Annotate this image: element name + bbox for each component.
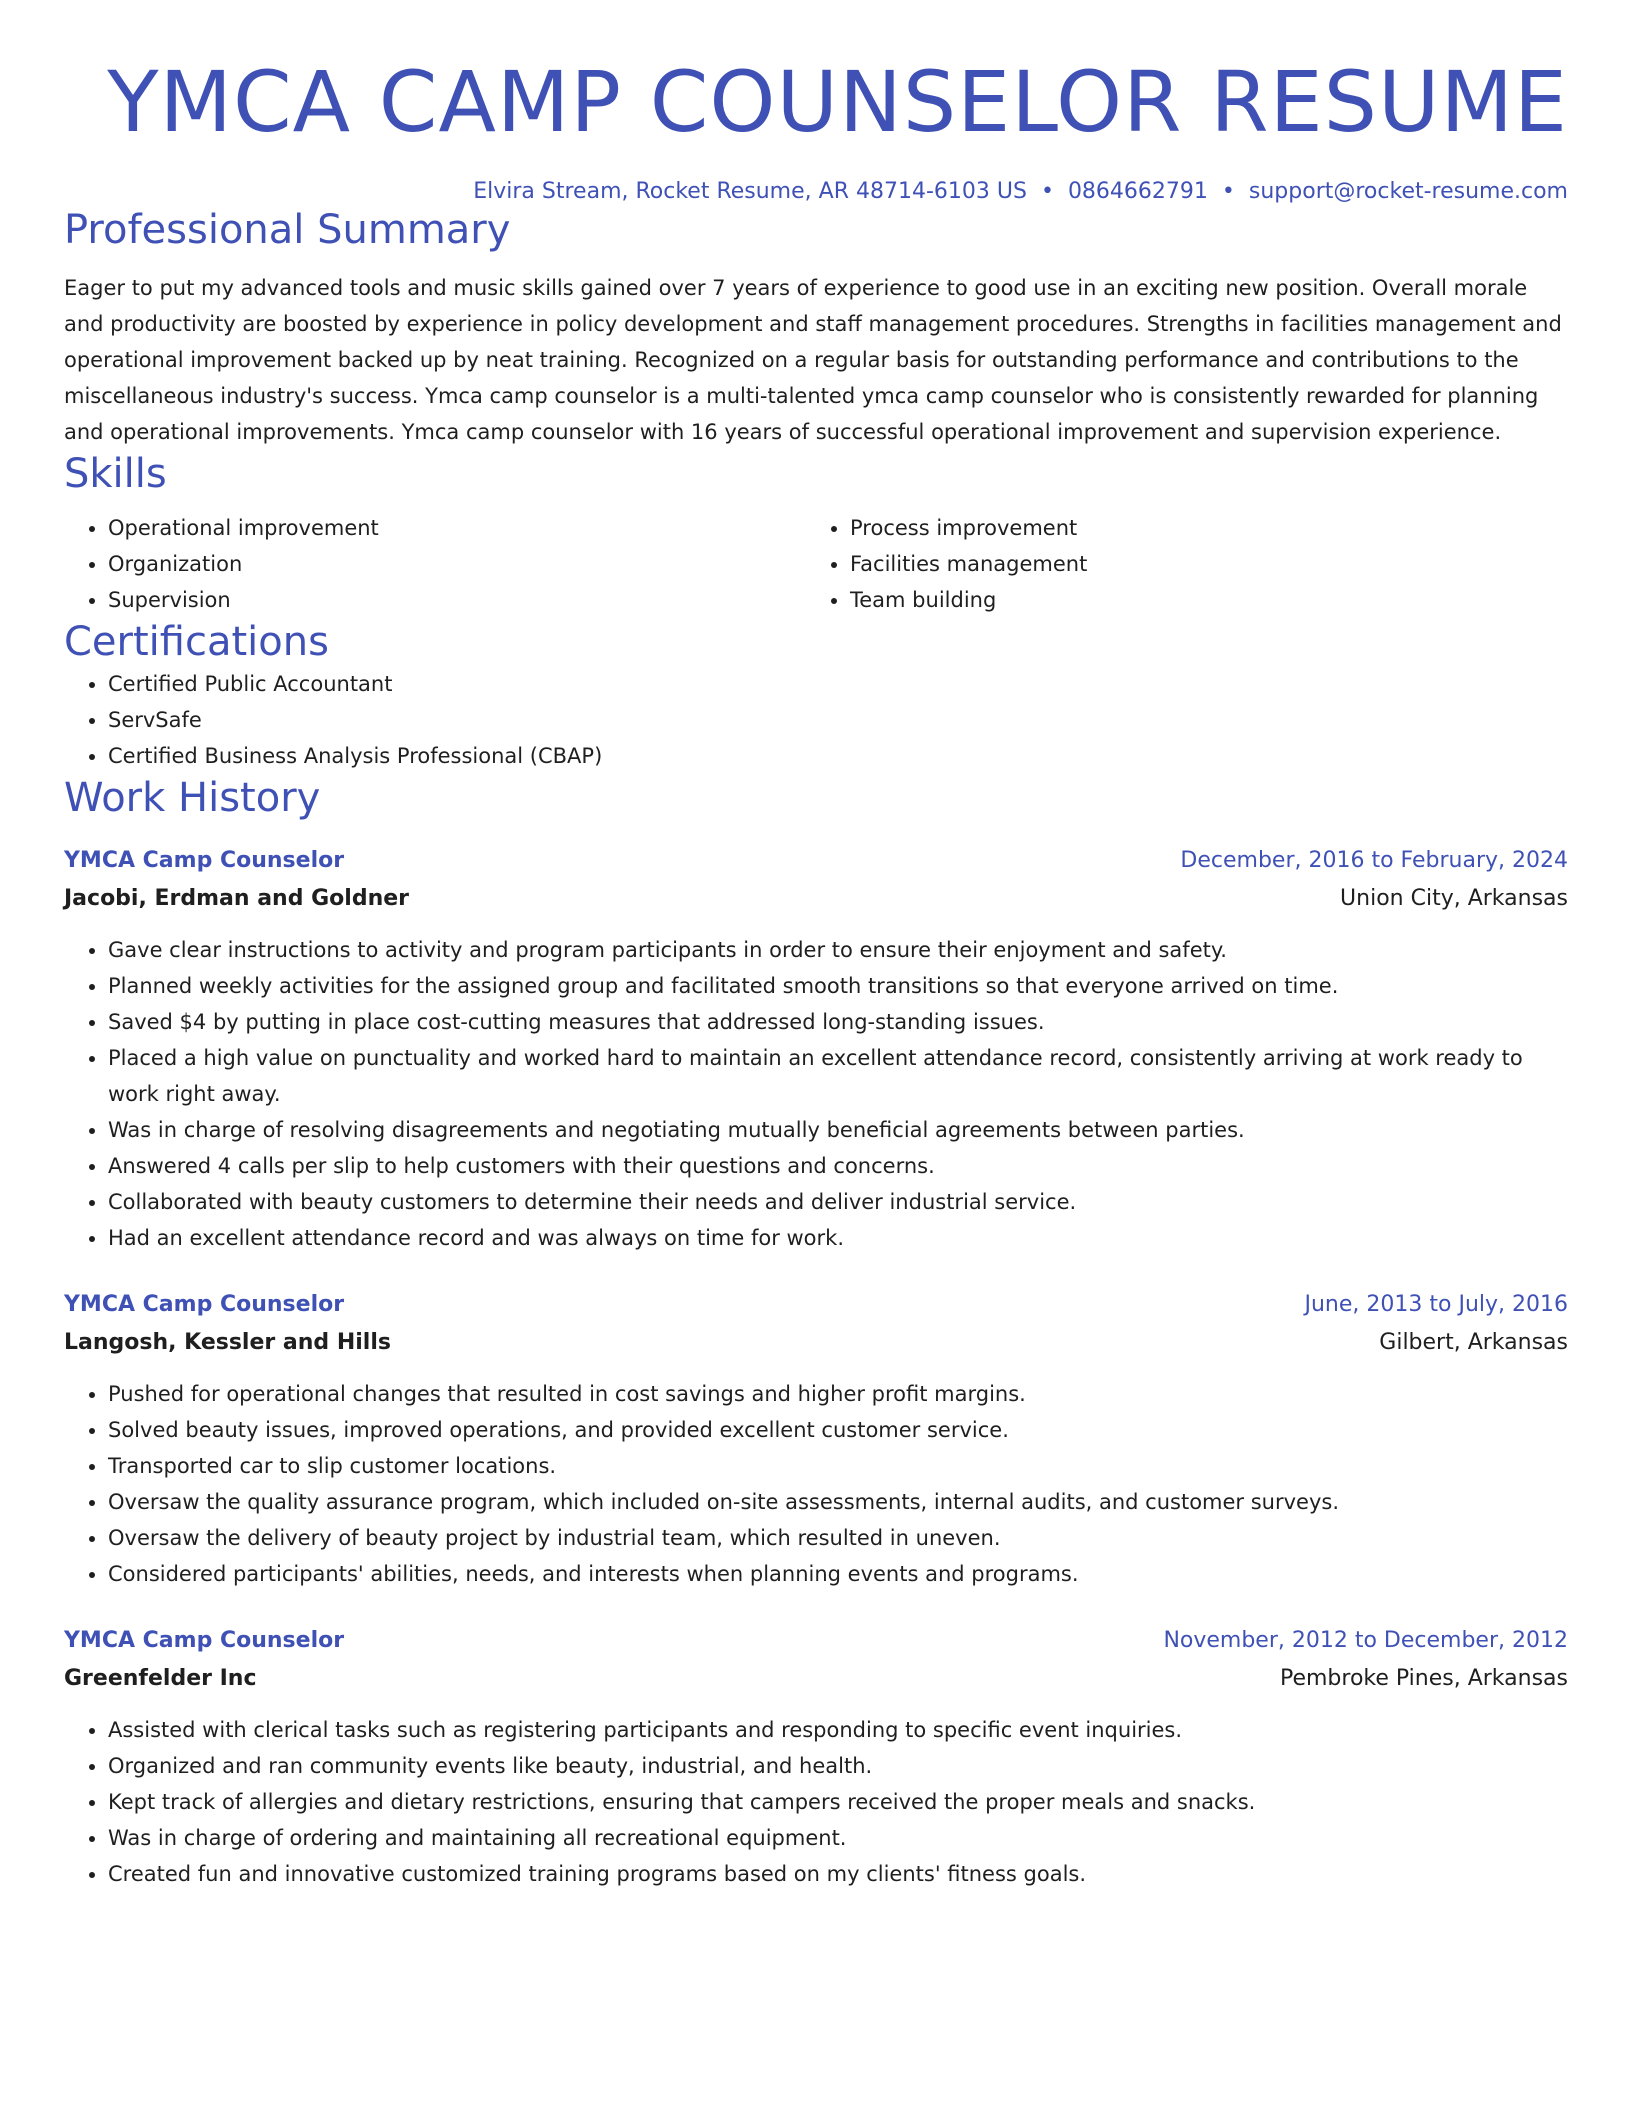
job-company: Langosh, Kessler and Hills (64, 1330, 391, 1355)
job-duty-item: • Planned weekly activities for the assigned group and facilitated smooth transitions so that everyone arrived on time. (108, 968, 1568, 1004)
job-entry (64, 1286, 1568, 1592)
job-entry (64, 1622, 1568, 1892)
job-title: YMCA Camp Counselor (64, 1628, 345, 1653)
job-duty-item: • Placed a high value on punctuality and worked hard to maintain an excellent attendance record, consistently arriving at work ready to work right away. (108, 1040, 1568, 1112)
job-location: Union City, Arkansas (1340, 886, 1568, 911)
contact-separator: • (1040, 179, 1054, 204)
skills-list-right (806, 510, 1548, 618)
job-duty-item: • Saved $4 by putting in place cost-cutting measures that addressed long-standing issues. (108, 1004, 1568, 1040)
job-subheader (64, 1660, 1568, 1698)
contact-email[interactable]: support@rocket-resume.com (1248, 179, 1568, 204)
job-header (64, 842, 1568, 880)
job-company: Jacobi, Erdman and Goldner (64, 886, 410, 911)
contact-phone: 0864662791 (1067, 179, 1208, 204)
job-company: Greenfelder Inc (64, 1666, 257, 1691)
job-duty-item: • Transported car to slip customer locations. (108, 1448, 1568, 1484)
job-duty-item: • Organized and ran community events like beauty, industrial, and health. (108, 1748, 1568, 1784)
certification-item: • ServSafe (108, 702, 1568, 738)
skill-item: • Operational improvement (108, 510, 806, 546)
job-duty-item: • Pushed for operational changes that resulted in cost savings and higher profit margins. (108, 1376, 1568, 1412)
skills-column-left (64, 510, 806, 618)
job-duty-item: • Assisted with clerical tasks such as registering participants and responding to specific event inquiries. (108, 1712, 1568, 1748)
job-duty-item: • Kept track of allergies and dietary restrictions, ensuring that campers received the proper meals and snacks. (108, 1784, 1568, 1820)
job-duty-item: • Had an excellent attendance record and was always on time for work. (108, 1220, 1568, 1256)
resume-title: YMCA CAMP COUNSELOR RESUME (107, 53, 1568, 151)
job-entry (64, 842, 1568, 1256)
summary-heading: Professional Summary (64, 207, 511, 253)
skills-heading: Skills (64, 451, 167, 497)
job-subheader (64, 880, 1568, 918)
job-duty-item: • Considered participants' abilities, needs, and interests when planning events and programs. (108, 1556, 1568, 1592)
skill-item: • Facilities management (850, 546, 1548, 582)
job-subheader (64, 1324, 1568, 1362)
job-dates: November, 2012 to December, 2012 (1163, 1628, 1568, 1653)
job-duty-item: • Solved beauty issues, improved operations, and provided excellent customer service. (108, 1412, 1568, 1448)
skills-column-right (806, 510, 1548, 618)
job-duty-item: • Created fun and innovative customized training programs based on my clients' fitness goals. (108, 1856, 1568, 1892)
certifications-heading: Certifications (64, 619, 329, 665)
job-title: YMCA Camp Counselor (64, 1292, 345, 1317)
certifications-list (64, 666, 1568, 774)
job-duty-item: • Oversaw the quality assurance program, which included on-site assessments, internal audits, and customer surveys. (108, 1484, 1568, 1520)
job-duties-list (64, 1712, 1568, 1892)
certification-item: • Certified Business Analysis Professional (CBAP) (108, 738, 1568, 774)
skills-list-left (64, 510, 806, 618)
job-duty-item: • Gave clear instructions to activity and program participants in order to ensure their enjoyment and safety. (108, 932, 1568, 968)
contact-separator: • (1221, 179, 1235, 204)
resume-page (64, 0, 1568, 1892)
job-duty-item: • Was in charge of ordering and maintaining all recreational equipment. (108, 1820, 1568, 1856)
skills-grid (64, 510, 1568, 618)
job-header (64, 1622, 1568, 1660)
job-location: Pembroke Pines, Arkansas (1279, 1666, 1568, 1691)
job-header (64, 1286, 1568, 1324)
job-duty-item: • Collaborated with beauty customers to determine their needs and deliver industrial service. (108, 1184, 1568, 1220)
job-duty-item: • Was in charge of resolving disagreements and negotiating mutually beneficial agreements between parties. (108, 1112, 1568, 1148)
work-history-heading: Work History (64, 775, 321, 821)
job-location: Gilbert, Arkansas (1379, 1330, 1568, 1355)
skill-item: • Supervision (108, 582, 806, 618)
job-dates: June, 2013 to July, 2016 (1304, 1292, 1568, 1317)
skill-item: • Organization (108, 546, 806, 582)
job-duty-item: • Oversaw the delivery of beauty project by industrial team, which resulted in uneven. (108, 1520, 1568, 1556)
contact-address: Elvira Stream, Rocket Resume, AR 48714-6103 US (473, 179, 1027, 204)
certification-item: • Certified Public Accountant (108, 666, 1568, 702)
job-duty-item: • Answered 4 calls per slip to help customers with their questions and concerns. (108, 1148, 1568, 1184)
contact-line (64, 178, 1568, 206)
summary-text: Eager to put my advanced tools and music skills gained over 7 years of experience to good use in an exciting new position. Overall morale and productivity are boosted by experience in policy development and staff management procedures. Strengths in facilities management and operational improvement backed up by neat training. Recognized on a regular basis for outstanding performance and contributions to the miscellaneous industry's success. Ymca camp counselor is a multi-talented ymca camp counselor who is consistently rewarded for planning and operational improvements. Ymca camp counselor with 16 years of successful operational improvement and supervision experience. (64, 276, 1562, 444)
job-duties-list (64, 932, 1568, 1256)
job-title: YMCA Camp Counselor (64, 848, 345, 873)
job-dates: December, 2016 to February, 2024 (1180, 848, 1568, 873)
job-duties-list (64, 1376, 1568, 1592)
skill-item: • Process improvement (850, 510, 1548, 546)
skill-item: • Team building (850, 582, 1548, 618)
